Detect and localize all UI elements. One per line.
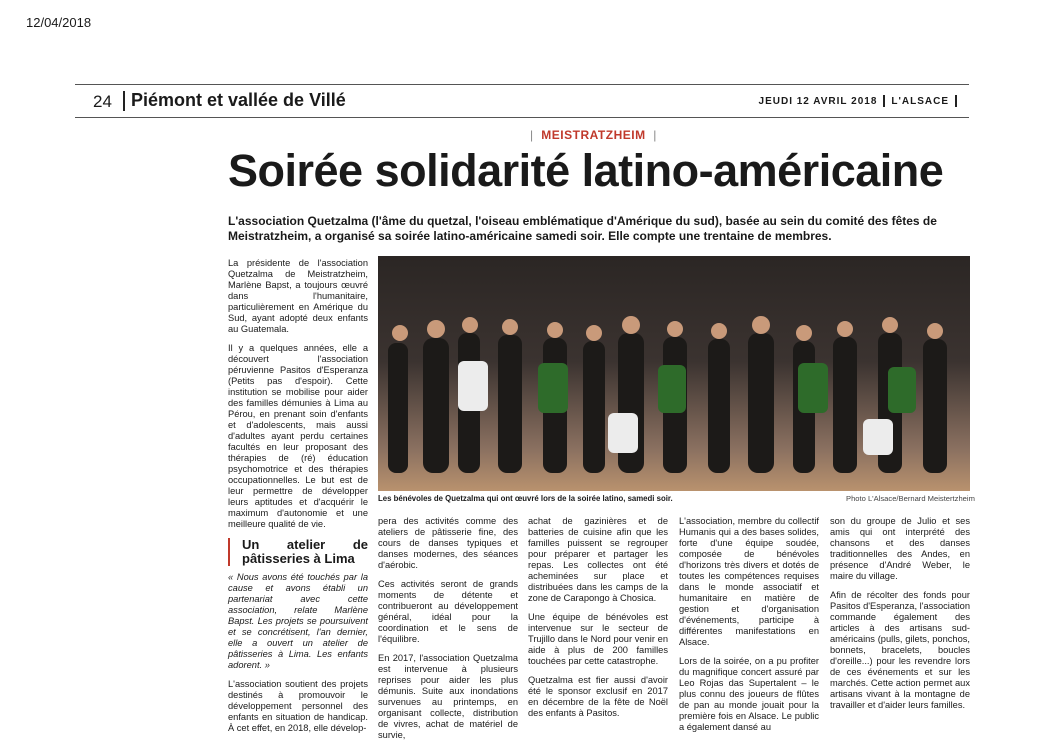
subheading: Un atelier de pâtisseries à Lima — [228, 538, 368, 566]
paragraph: Il y a quelques années, elle a découvert l'association péruvienne Pasitos d'Esperanza (Petits pas d'espoir). Cette institution se mobilise pour aider des familles démunies à Lima au Pérou, en prenant soin d'enfants et d'adolescents, mais aussi d'adultes ayant perdu certaines facultés en leur proposant des thérapies de (ré) éducation psychomotrice et des thérapies occupationnelles. Le but est de leur permettre de développer leurs aptitudes et d'acquérir le maximum d'autonomie et une meilleure qualité de vie. — [228, 343, 368, 529]
article-title: Soirée solidarité latino-américaine — [228, 145, 944, 196]
photo-caption: Les bénévoles de Quetzalma qui ont œuvré lors de la soirée latino, samedi soir. — [378, 494, 673, 503]
quote-paragraph: « Nous avons été touchés par la cause et avons établi un partenariat avec cette association, relate Marlène Bapst. Les projets se poursuivent et se concrétisent, l'an dernier, elle a ouvert un atelier de pâtisseries à Lima. Les enfants adorent. » — [228, 572, 368, 670]
paragraph: L'association soutient des projets destinés à promouvoir le développement personnel des enfants en situation de handicap. À cet effet, en 2018, elle dévelop- — [228, 679, 368, 733]
paragraph: Ces activités seront de grands moments de détente et contribueront au développement général, idéal pour la coordination et le sens de l'équilibre. — [378, 579, 518, 644]
newspaper-name: L'ALSACE — [891, 95, 949, 107]
text-column-5 — [830, 516, 970, 719]
paragraph: L'association, membre du collectif Humanis qui a des bases solides, forte d'une équipe soudée, composée de bénévoles d'horizons très divers et dotés de toutes les compétences requises dans le monde associatif et humanitaire en matière de gestion et d'organisation d'événements, participe à différentes manifestations en Alsace. — [679, 516, 819, 647]
text-column-3 — [528, 516, 668, 727]
section-title: Piémont et vallée de Villé — [131, 90, 346, 110]
kicker-text: MEISTRATZHEIM — [541, 128, 646, 142]
paragraph: Une équipe de bénévoles est intervenue sur le secteur de Trujillo dans le Nord pour venir en aide à plus de 200 familles touchées par cette catastrophe. — [528, 612, 668, 666]
header-separator — [883, 95, 885, 107]
header-meta — [759, 95, 957, 107]
crowd-illustration — [378, 303, 970, 473]
clip-date: 12/04/2018 — [26, 15, 92, 30]
issue-date: JEUDI 12 AVRIL 2018 — [758, 95, 878, 107]
photo-credit: Photo L'Alsace/Bernard Meistertzheim — [846, 494, 975, 503]
page-number: 24 — [93, 92, 112, 111]
paragraph: En 2017, l'association Quetzalma est intervenue à plusieurs reprises pour aider les plus démunis. Suite aux inondations survenues au printemps, en organisant collecte, distribution de vivres, achat de matériel de survie, — [378, 653, 518, 740]
header-separator — [123, 91, 125, 111]
text-column-4 — [679, 516, 819, 741]
article-lead: L'association Quetzalma (l'âme du quetzal, l'oiseau emblématique d'Amérique du sud), basée au sein du comité des fêtes de Meistratzheim, a organisé sa soirée latino-américaine samedi soir. Elle compte une trentaine de membres. — [228, 214, 937, 243]
header-separator — [955, 95, 957, 107]
group-photo — [378, 256, 970, 491]
paragraph: pera des activités comme des ateliers de pâtisserie fine, des cours de danses typiques et danses modernes, des séances d'aérobic. — [378, 516, 518, 570]
text-column-1 — [228, 258, 368, 742]
paragraph: Lors de la soirée, on a pu profiter du magnifique concert assuré par Leo Rojas das Supertalent – le plus connu des joueurs de flûtes de pan au monde jouait pour la première fois en Alsace. Le public a également dansé au — [679, 656, 819, 732]
paragraph: Afin de récolter des fonds pour Pasitos d'Esperanza, l'association commande également des articles à des artisans sud-américains (pulls, gilets, ponchos, bonnets, bracelets, boucles d'oreille...) pour les revendre lors de ces événements et sur les marchés. Cette action permet aux artisans vivant à la montagne de travailler et d'aider leurs familles. — [830, 590, 970, 710]
paragraph: achat de gazinières et de batteries de cuisine afin que les familles puissent se regrouper pour préparer et partager les repas. Les collectes ont été acheminées sur place et distribuées dans les camps de la zone de Carapongo à Chosica. — [528, 516, 668, 603]
text-column-2 — [378, 516, 518, 749]
paragraph: Quetzalma est fier aussi d'avoir été le sponsor exclusif en 2017 en décembre de la fête de Noël des enfants à Pasitos. — [528, 675, 668, 718]
paragraph: La présidente de l'association Quetzalma de Meistratzheim, Marlène Bapst, a toujours œuvré dans l'humanitaire, particulièrement en Amérique du Sud, ayant adopté deux enfants au Guatemala. — [228, 258, 368, 334]
page-header — [75, 84, 969, 118]
article-kicker: | MEISTRATZHEIM | — [530, 128, 657, 142]
paragraph: son du groupe de Julio et ses amis qui ont interprété des chansons et des danses traditionnelles des Andes, en présence d'André Weber, le maire du village. — [830, 516, 970, 581]
